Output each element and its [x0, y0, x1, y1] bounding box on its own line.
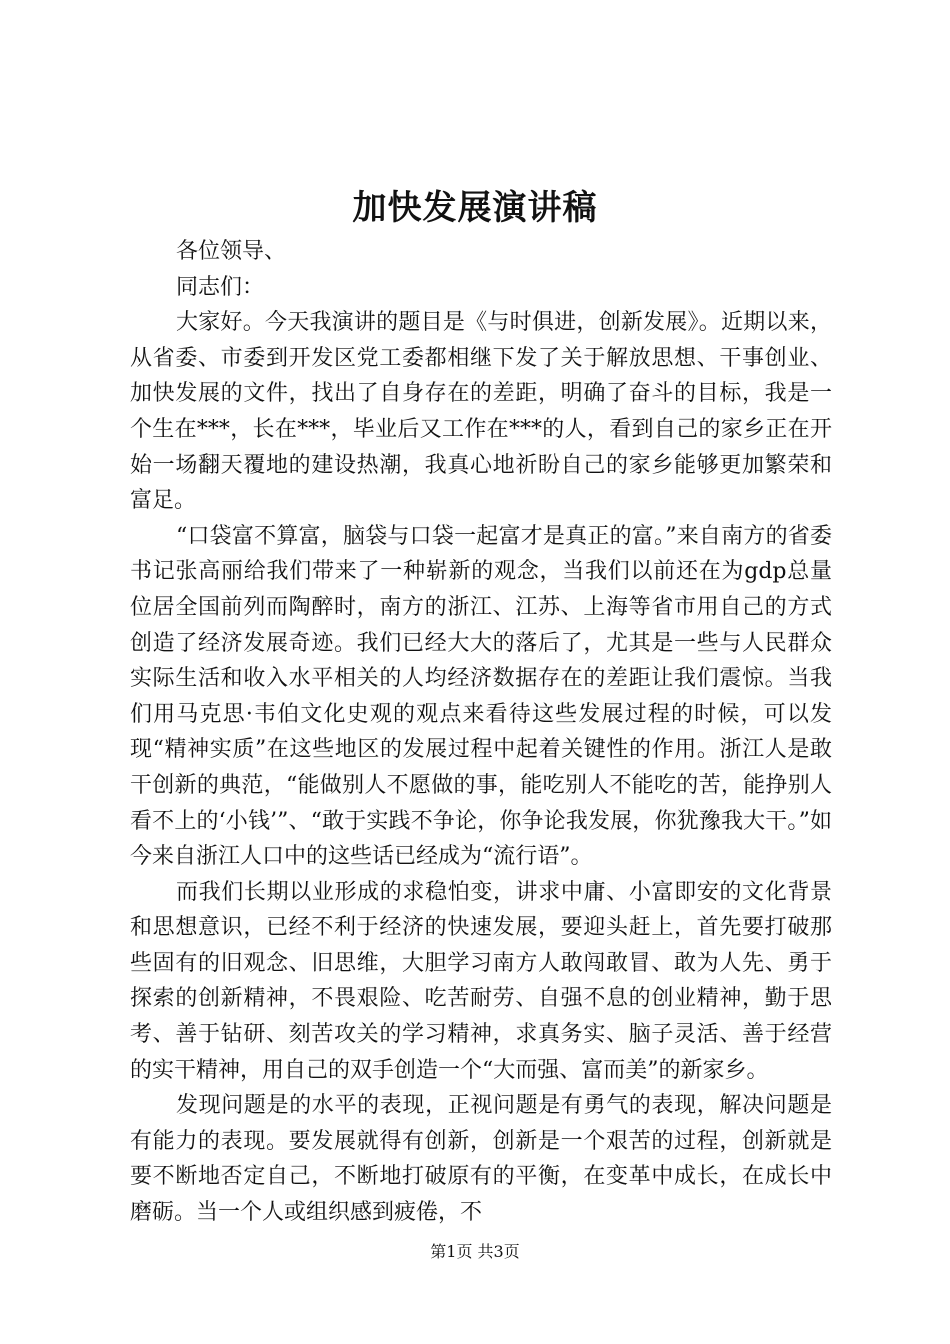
paragraph-intro: 大家好。今天我演讲的题目是《与时俱进，创新发展》。近期以来，从省委、市委到开发区党工委都相继下发了关于解放思想、干事创业、加快发展的文件，找出了自身存在的差距，明确了奋斗的目标，我是一个生在***，长在***，毕业后又工作在***的人，看到自己的家乡正在开始一场翻天覆地的建设热潮，我真心地祈盼自己的家乡能够更加繁荣和富足。 [130, 310, 832, 514]
salutation-leaders: 各位领导、 [176, 239, 287, 264]
paragraph-break-old-ideas: 而我们长期以业形成的求稳怕变，讲求中庸、小富即安的文化背景和思想意识，已经不利于经济的快速发展，要迎头赶上，首先要打破那些固有的旧观念、旧思维，大胆学习南方人敢闯敢冒、敢为人先、勇于探索的创新精神，不畏艰险、吃苦耐劳、自强不息的创业精神，勤于思考、善于钻研、刻苦攻关的学习精神，求真务实、脑子灵活、善于经营的实干精神，用自己的双手创造一个“大而强、富而美”的新家乡。 [130, 879, 832, 1083]
document-title: 加快发展演讲稿 [352, 188, 598, 228]
paragraph-innovation: 发现问题是的水平的表现，正视问题是有勇气的表现，解决问题是有能力的表现。要发展就得有创新，创新是一个艰苦的过程，创新就是要不断地否定自己，不断地打破原有的平衡，在变革中成长，在成长中磨砺。当一个人或组织感到疲倦，不 [130, 1093, 832, 1226]
paragraph-south-example: “口袋富不算富，脑袋与口袋一起富才是真正的富。”来自南方的省委书记张高丽给我们带来了一种崭新的观念，当我们以前还在为gdp总量位居全国前列而陶醉时，南方的浙江、江苏、上海等省市用自己的方式创造了经济发展奇迹。我们已经大大的落后了，尤其是一些与人民群众实际生活和收入水平相关的人均经济数据存在的差距让我们震惊。当我们用马克思·韦伯文化史观的观点来看待这些发展过程的时候，可以发现“精神实质”在这些地区的发展过程中起着关键性的作用。浙江人是敢干创新的典范，“能做别人不愿做的事，能吃别人不能吃的苦，能挣别人看不上的‘小钱’”、“敢于实践不争论，你争论我发展，你犹豫我大干。”如今来自浙江人口中的这些话已经成为“流行语”。 [130, 523, 832, 870]
page-number-footer: 第1页 共3页 [430, 1242, 520, 1261]
salutation-comrades: 同志们： [176, 274, 265, 300]
document-body [130, 234, 832, 1231]
